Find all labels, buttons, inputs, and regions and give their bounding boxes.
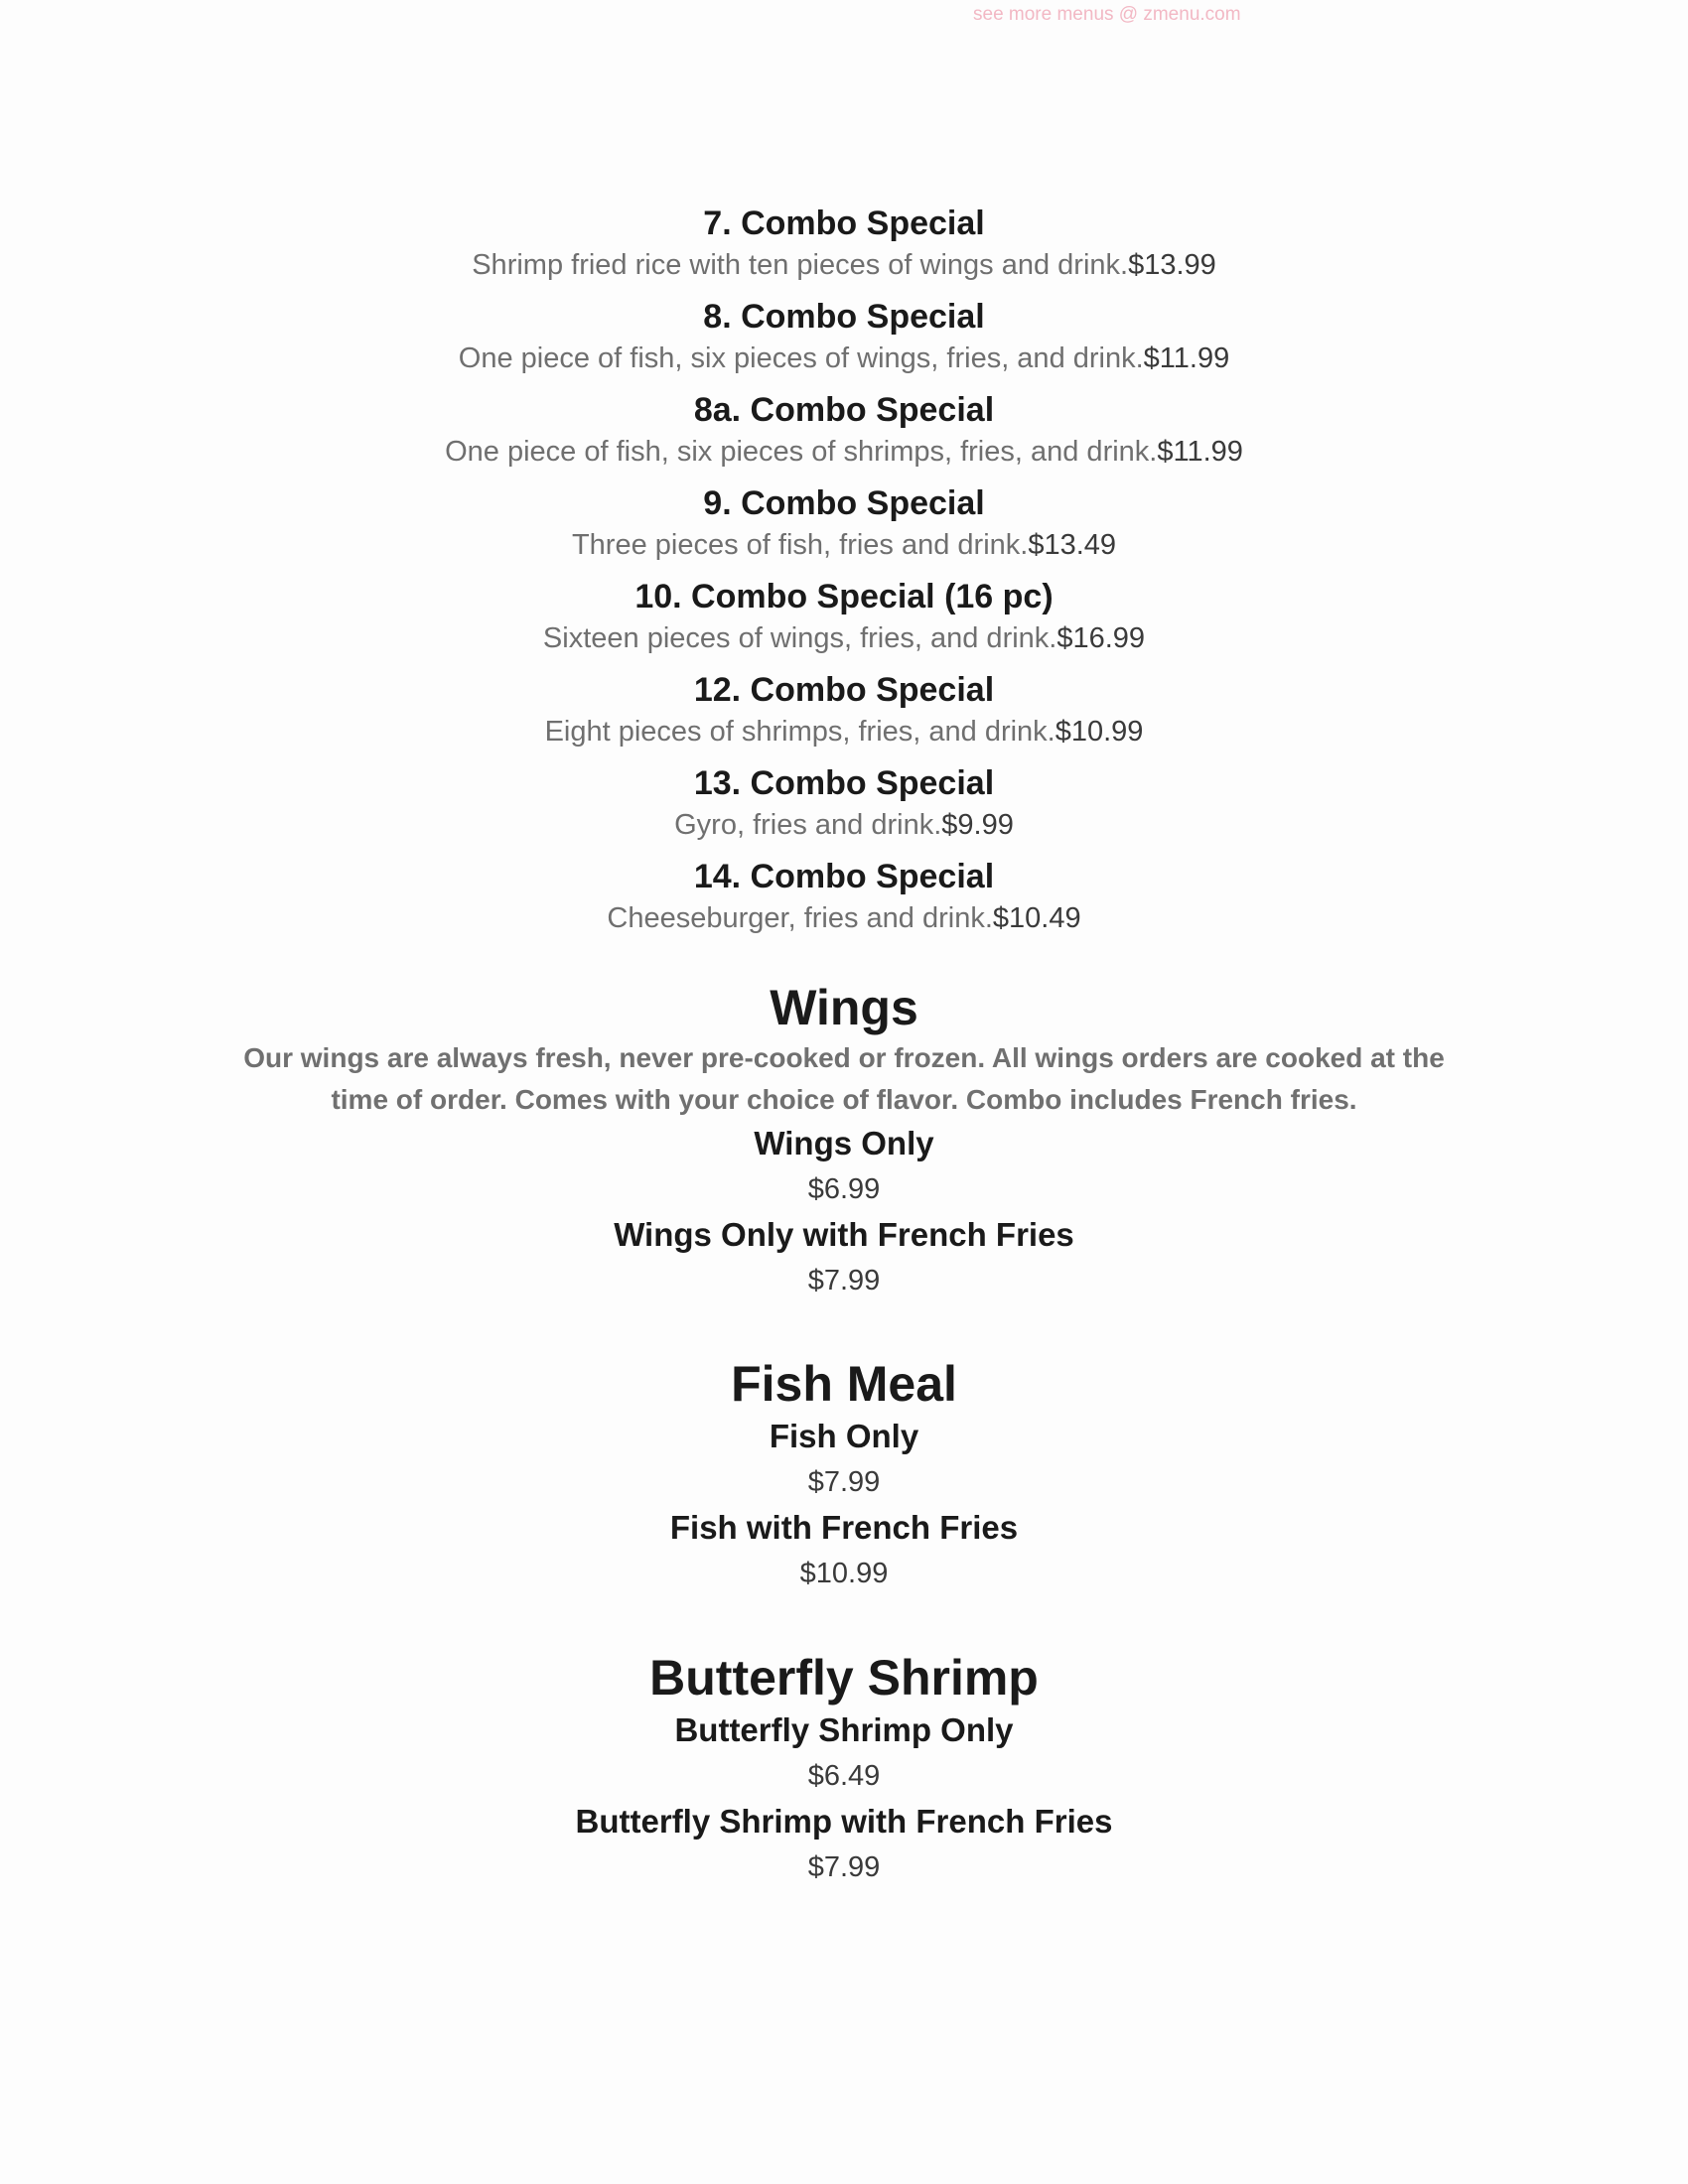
menu-item-title: 12. Combo Special: [693, 671, 995, 709]
menu-item-description: Shrimp fried rice with ten pieces of wings and drink.: [472, 249, 1129, 281]
menu-item: [0, 197, 1688, 290]
menu-item-description-line: [0, 804, 1688, 850]
menu-item: [0, 1212, 1688, 1303]
menu-item: [0, 290, 1688, 383]
butterfly-shrimp-section: [0, 1648, 1688, 1890]
menu-item-description-line: [0, 338, 1688, 383]
menu-item-title: 8. Combo Special: [703, 298, 985, 336]
menu-item-description: Eight pieces of shrimps, fries, and drink.: [544, 716, 1055, 748]
menu-item: [0, 1707, 1688, 1799]
menu-item-description-line: [0, 244, 1688, 290]
menu-item-price: $7.99: [807, 1851, 881, 1883]
menu-item: [0, 1414, 1688, 1505]
menu-item-price: $11.99: [1157, 436, 1243, 468]
menu-item-description-line: [0, 431, 1688, 477]
menu-item-title: 14. Combo Special: [693, 858, 995, 895]
menu-item-price: $9.99: [941, 809, 1014, 841]
menu-item-title: 10. Combo Special (16 pc): [634, 578, 1054, 615]
menu-item-title: 7. Combo Special: [703, 205, 985, 242]
menu-item-price: $10.99: [1055, 716, 1144, 748]
menu-item: [0, 850, 1688, 943]
section-description: Our wings are always fresh, never pre-cooked or frozen. All wings orders are cooked at the time of order. Comes with your choice of flavor. Combo includes French fries.: [243, 1042, 1445, 1115]
menu-item: [0, 1799, 1688, 1890]
watermark-link[interactable]: see more menus @ zmenu.com: [973, 4, 1241, 25]
menu-item-description-line: [0, 711, 1688, 756]
menu-item-price: $13.49: [1028, 529, 1117, 561]
menu-item-description: One piece of fish, six pieces of shrimps, fries, and drink.: [445, 436, 1158, 468]
menu-item-price: $6.99: [807, 1173, 881, 1205]
menu-item-title: Fish with French Fries: [669, 1509, 1019, 1546]
menu-item-description-line: [0, 524, 1688, 570]
menu-item-description-line: [0, 617, 1688, 663]
menu-item-description: Cheeseburger, fries and drink.: [607, 902, 993, 934]
menu-item-description: Three pieces of fish, fries and drink.: [571, 529, 1029, 561]
menu-item-description-line: [0, 897, 1688, 943]
menu-item-title: 13. Combo Special: [693, 764, 995, 802]
menu-item-price: $13.99: [1128, 249, 1216, 281]
menu-item-price: $6.49: [807, 1760, 881, 1792]
menu-item-title: 9. Combo Special: [703, 484, 985, 522]
fish-meal-section: [0, 1354, 1688, 1596]
menu-item-title: Butterfly Shrimp with French Fries: [575, 1803, 1113, 1840]
menu-item-title: Butterfly Shrimp Only: [674, 1711, 1014, 1748]
menu-item-price: $10.99: [799, 1558, 889, 1589]
combo-specials-list: [0, 197, 1688, 943]
menu-item-price: $7.99: [807, 1265, 881, 1297]
menu-item: [0, 1505, 1688, 1596]
menu-item: [0, 570, 1688, 663]
menu-item-description: One piece of fish, six pieces of wings, fries, and drink.: [458, 342, 1144, 374]
menu-item-description: Sixteen pieces of wings, fries, and drink.: [542, 622, 1057, 654]
menu-item-price: $11.99: [1143, 342, 1230, 374]
menu-item-title: Fish Only: [769, 1418, 919, 1454]
menu-item-description: Gyro, fries and drink.: [674, 809, 942, 841]
menu-item: [0, 663, 1688, 756]
menu-item: [0, 383, 1688, 477]
section-title: Wings: [770, 980, 918, 1035]
wings-section: [0, 978, 1688, 1303]
menu-item: [0, 1121, 1688, 1212]
menu-item: [0, 756, 1688, 850]
menu-item-price: $16.99: [1056, 622, 1146, 654]
menu-item-price: $7.99: [807, 1466, 881, 1498]
menu-item-price: $10.49: [992, 902, 1081, 934]
section-title: Butterfly Shrimp: [649, 1650, 1039, 1706]
menu-item-title: Wings Only: [754, 1125, 934, 1161]
menu-item: [0, 477, 1688, 570]
menu-item-title: 8a. Combo Special: [693, 391, 995, 429]
section-title: Fish Meal: [731, 1356, 957, 1412]
menu-item-title: Wings Only with French Fries: [614, 1216, 1074, 1253]
